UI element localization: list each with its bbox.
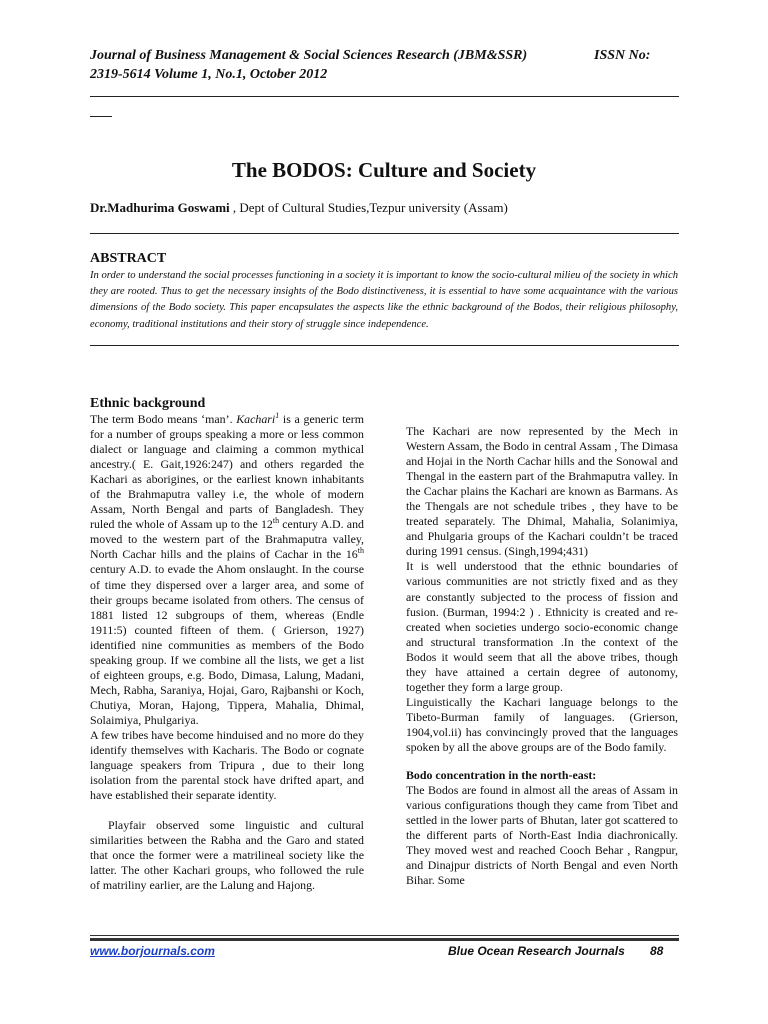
abstract-text: In order to understand the social processes functioning in a society it is important to know the socio-cultural milieu of the society in which they are rooted. Thus to get the necessary insights of the Bodo distinctiveness, it is essential to have some acquaintance with the various dimensions of the Bodo society. This paper encapsulates the aspects like the ethnic background of the Bodos, their religious philosophy, economy, traditional institutions and their story of struggle since independence. [90,270,678,330]
paragraph: A few tribes have become hinduised and no more do they identify themselves with Kacharis. The Bodo or cognate language speakers from Tripura , due to their long isolation from the parental stock have drifted apart, and have established their separate identity. [90,727,364,803]
divider-below-abstract [90,345,679,346]
publisher-name: Blue Ocean Research Journals [448,944,625,958]
footnote-marker: 1 [275,411,280,421]
section-heading-ethnic-background: Ethnic background [90,396,206,411]
page-number: 88 [650,944,664,958]
paragraph: Linguistically the Kachari language belongs to the Tibeto-Burman family of languages. (Grierson, 1904,vol.ii) has convincingly proved that the languages spoken by all the above groups are of the Bodo family. [406,694,678,754]
author-line [90,200,508,216]
paper-title: The BODOS: Culture and Society [231,158,537,182]
kachari-term: Kachari [236,412,276,426]
header-rule [90,96,679,97]
issn-label: ISSN No: [594,48,651,63]
paragraph: The Bodos are found in almost all the areas of Assam in various configurations though they came from Tibet and settled in the lower parts of Bhutan, later got scattered to the different parts of North-East India diachronically. They moved west and reached Cooch Behar , Rangpur, and Dinajpur districts of North Bengal and even North Bihar. Some [406,783,678,888]
divider-above-abstract [90,233,679,234]
header-rule-stub [90,116,112,117]
abstract-heading: ABSTRACT [90,251,167,266]
paragraph: Playfair observed some linguistic and cultural similarities between the Rabha and the Garo and stated that once the former were a matrilineal society like the latter. The other Kachari groups, who followed the rule of matriliny earlier, are the Lalung and Hajong. [90,818,364,893]
journal-title-line1: Journal of Business Management & Social Sciences Research (JBM&SSR) [90,48,528,63]
paragraph: The Kachari are now represented by the Mech in Western Assam, the Bodo in central Assam , The Dimasa and Hojai in the North Cachar hills and the Sonowal and Thengal in the eastern part of the Brahmaputra valley. In the Cachar plains the Kachari are known as Barmans. As the Thengals are not schedule tribes , they have to be treated separately. The Dhimal, Mahalia, Solanimiya, and Phulgaria groups of the Kachari couldn’t be traced during 1991 census. (Singh,1994;431) [406,424,678,559]
paragraph: The term Bodo means ‘man’. Kachari$^1$ is a generic term for a number of groups speaking a more or less common dialect or language and claiming a common mythical ancestry.( E. Gait,1926:247) and others regarded the Kachari as aborigines, or the earliest known inhabitants of the Brahmaputra valley i.e, the whole of modern Assam, North Bengal and parts of Bangladesh. They ruled the whole of Assam up to the 12th century A.D. and moved to the western part of the Brahmaputra valley, North Cachar hills and the plains of Cachar in the 16th century A.D. to evade the Ahom onslaught. In the course of time they dispersed over a larger area, and some of their groups became isolated from others. The census of 1881 listed 12 subgroups of them, whereas (Endle 1911:5) counted fifteen of them. ( Grierson, 1927) identified nine communities as members of the Bodo speaking group. If we combine all the lists, we get a list of eighteen groups, e.g. Bodo, Dimasa, Lalung, Madani, Mech, Rabha, Saraniya, Hojai, Garo, Rajbanshi or Koch, Chutiya, Moran, Hajong, Tippera, Mahalia, Dhimal, Solaimiya, Phulgariya. [90,411,364,727]
author-name: Dr.Madhurima Goswami [90,200,230,215]
right-column [406,424,678,888]
paragraph: It is well understood that the ethnic boundaries of various communities are not strictly fixed and as they are constantly subjected to the process of fission and fusion. (Burman, 1994:2 ) . Ethnicity is created and re-created when societies undergo socio-economic change and structural transformation .In the context of the Bodos it would seem that all the above tribes, though they have attained a certain degree of autonomy, together they form a large group. [406,559,678,694]
footer-rule-thin [90,935,679,936]
section-heading-bodo-concentration: Bodo concentration in the north-east: [406,768,597,783]
running-header [90,46,690,84]
journal-title-line2: 2319-5614 Volume 1, No.1, October 2012 [90,67,328,82]
footer-rule-thick [90,938,679,941]
author-affiliation: , Dept of Cultural Studies,Tezpur university (Assam) [229,200,508,215]
left-column [90,412,364,893]
website-link[interactable]: www.borjournals.com [90,944,215,958]
